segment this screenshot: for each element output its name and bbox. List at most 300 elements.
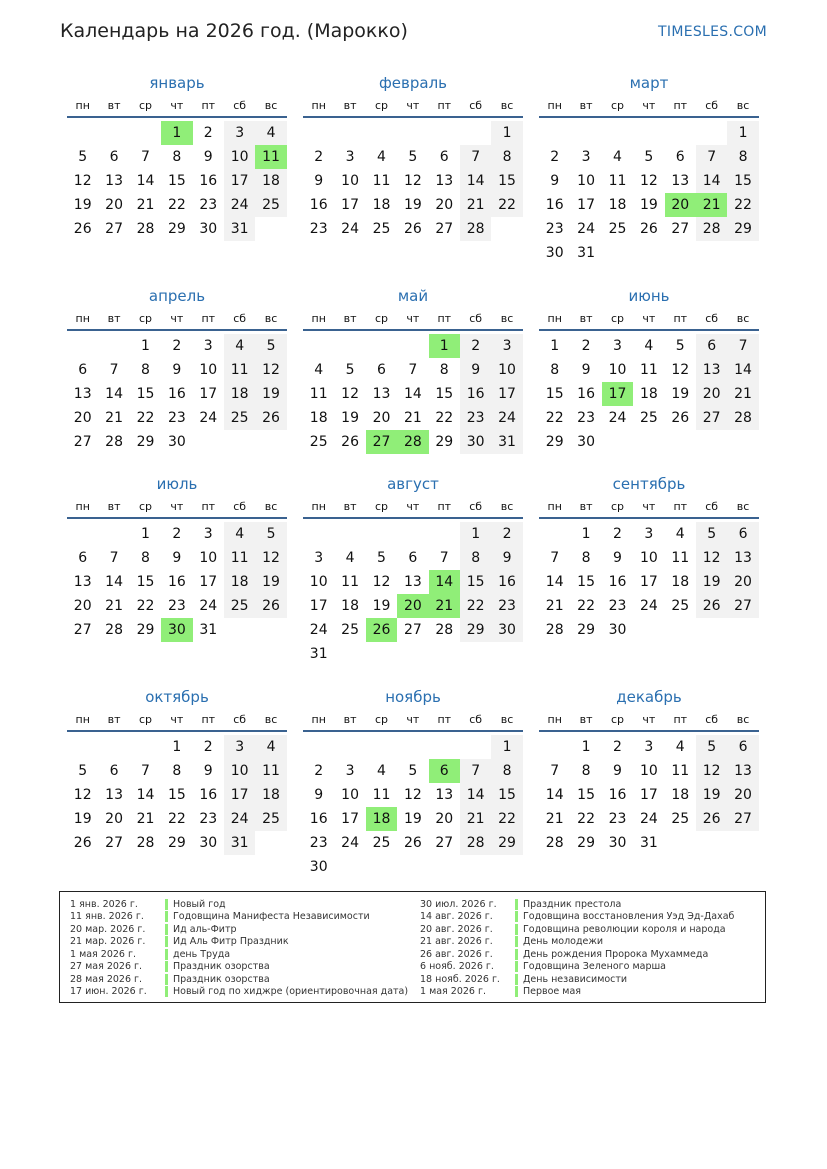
- day-cell: 9: [550, 173, 560, 189]
- legend-color-marker: [515, 936, 518, 947]
- legend-row: [420, 911, 734, 924]
- day-cell: 25: [341, 622, 359, 638]
- weekday-label: ср: [138, 99, 152, 112]
- weekday-header: [67, 710, 287, 732]
- legend-date: 27 мая 2026 г.: [70, 961, 143, 973]
- weekday-label: ср: [138, 713, 152, 726]
- legend-color-marker: [165, 911, 168, 922]
- weekend-day-cell: 3: [491, 334, 522, 358]
- legend-holiday-name: Новый год по хиджре (ориентировочная дата): [173, 986, 409, 998]
- day-cell: 12: [639, 173, 658, 189]
- legend-row: [70, 973, 408, 986]
- day-cell: 16: [608, 787, 627, 803]
- day-grid: [539, 522, 759, 642]
- weekday-label: вт: [579, 99, 593, 112]
- weekend-day-cell: 22: [491, 193, 522, 217]
- weekday-label: пн: [311, 713, 326, 726]
- day-cell: 2: [613, 526, 622, 542]
- day-grid: [67, 522, 287, 642]
- empty-cell: [429, 735, 460, 759]
- day-cell: 1: [581, 739, 591, 755]
- day-cell: 19: [73, 197, 92, 213]
- day-cell: 31: [639, 835, 658, 851]
- day-cell: 6: [675, 149, 685, 165]
- weekday-label: вт: [107, 312, 121, 325]
- day-cell: 17: [341, 811, 359, 827]
- legend-holiday-name: Ид аль-Фитр: [173, 923, 237, 935]
- month-name: сентябрь: [612, 475, 686, 493]
- day-cell: 10: [199, 550, 218, 566]
- day-cell: 13: [372, 386, 391, 402]
- legend-date: 6 нояб. 2026 г.: [420, 961, 494, 973]
- empty-cell: [67, 735, 98, 759]
- day-cell: 30: [545, 245, 564, 261]
- empty-cell: [366, 735, 397, 759]
- weekend-day-cell: 27: [727, 807, 758, 831]
- weekend-day-cell: 5: [255, 522, 286, 546]
- day-grid: [303, 522, 523, 666]
- day-cell: 10: [577, 173, 595, 189]
- weekday-label: ср: [138, 500, 152, 513]
- weekend-day-cell: 3: [224, 735, 255, 759]
- weekend-day-cell: 23: [491, 594, 522, 618]
- legend-color-marker: [165, 986, 168, 997]
- day-cell: 7: [109, 362, 119, 378]
- day-cell: 30: [199, 835, 218, 851]
- day-cell: 10: [639, 550, 658, 566]
- month-block: [539, 471, 759, 642]
- month-block: [303, 283, 523, 454]
- day-cell: 3: [644, 526, 654, 542]
- day-cell: 25: [372, 221, 391, 237]
- day-grid: [303, 334, 523, 454]
- day-cell: 25: [608, 221, 627, 237]
- empty-cell: [397, 334, 428, 358]
- legend-date: 21 мар. 2026 г.: [70, 936, 146, 948]
- holiday-legend: [59, 891, 766, 1003]
- weekend-day-cell: 24: [224, 807, 255, 831]
- weekday-label: сб: [233, 312, 247, 325]
- day-cell: 8: [141, 362, 150, 378]
- legend-date: 1 мая 2026 г.: [420, 986, 486, 998]
- day-cell: 29: [167, 835, 186, 851]
- holiday-day-cell: 1: [161, 121, 192, 145]
- empty-cell: [130, 735, 161, 759]
- day-cell: 3: [581, 149, 591, 165]
- legend-date: 21 авг. 2026 г.: [420, 936, 493, 948]
- day-cell: 21: [403, 410, 422, 426]
- month-block: [67, 283, 287, 454]
- weekend-day-cell: 8: [491, 145, 522, 169]
- weekend-day-cell: 7: [460, 145, 491, 169]
- empty-cell: [334, 334, 365, 358]
- day-cell: 3: [644, 739, 654, 755]
- weekend-day-cell: 29: [491, 831, 522, 855]
- day-cell: 2: [314, 149, 324, 165]
- day-cell: 12: [73, 173, 92, 189]
- day-grid: [303, 735, 523, 879]
- day-cell: 4: [377, 763, 386, 779]
- empty-cell: [303, 121, 334, 145]
- weekend-day-cell: 14: [696, 169, 727, 193]
- legend-row: [70, 986, 408, 999]
- day-cell: 7: [439, 550, 449, 566]
- day-cell: 4: [345, 550, 355, 566]
- weekend-day-cell: 28: [460, 217, 491, 241]
- day-cell: 19: [341, 410, 359, 426]
- day-cell: 22: [577, 598, 595, 614]
- day-cell: 19: [639, 197, 658, 213]
- weekend-day-cell: 20: [696, 382, 727, 406]
- day-cell: 2: [203, 125, 213, 141]
- weekday-label: сб: [705, 99, 719, 112]
- weekend-day-cell: 28: [727, 406, 758, 430]
- weekend-day-cell: 16: [491, 570, 522, 594]
- month-name: февраль: [378, 74, 448, 92]
- legend-holiday-name: Новый год: [173, 898, 226, 910]
- weekend-day-cell: 14: [460, 783, 491, 807]
- weekend-day-cell: 17: [224, 169, 255, 193]
- weekday-label: ср: [610, 500, 624, 513]
- day-cell: 24: [199, 410, 218, 426]
- weekend-day-cell: 7: [727, 334, 758, 358]
- day-cell: 23: [167, 410, 186, 426]
- month-block: [67, 684, 287, 855]
- legend-holiday-name: Праздник престола: [523, 898, 622, 910]
- legend-holiday-name: Годовщина революции короля и народа: [523, 923, 726, 935]
- weekday-label: чт: [642, 99, 656, 112]
- empty-cell: [397, 522, 428, 546]
- day-cell: 3: [203, 338, 213, 354]
- month-name: май: [397, 287, 429, 305]
- weekend-day-cell: 11: [224, 358, 255, 382]
- day-cell: 4: [675, 739, 685, 755]
- day-cell: 13: [403, 574, 422, 590]
- empty-cell: [539, 735, 570, 759]
- day-cell: 25: [372, 835, 391, 851]
- weekday-label: сб: [469, 312, 483, 325]
- day-grid: [67, 334, 287, 454]
- legend-color-marker: [515, 949, 518, 960]
- day-grid: [539, 121, 759, 265]
- weekday-label: чт: [170, 99, 184, 112]
- weekend-day-cell: 29: [727, 217, 758, 241]
- month-block: [303, 684, 523, 879]
- empty-cell: [366, 334, 397, 358]
- legend-row: [420, 973, 734, 986]
- day-cell: 14: [403, 386, 422, 402]
- holiday-day-cell: 27: [366, 430, 397, 454]
- month-name: апрель: [148, 287, 206, 305]
- weekday-label: пн: [75, 312, 90, 325]
- weekend-day-cell: 30: [491, 618, 522, 642]
- day-cell: 4: [314, 362, 324, 378]
- day-cell: 26: [671, 410, 690, 426]
- day-cell: 23: [167, 598, 186, 614]
- empty-cell: [303, 522, 334, 546]
- day-cell: 16: [545, 197, 564, 213]
- weekend-day-cell: 23: [460, 406, 491, 430]
- legend-date: 14 авг. 2026 г.: [420, 911, 493, 923]
- day-cell: 26: [639, 221, 658, 237]
- day-cell: 1: [141, 526, 150, 542]
- empty-cell: [366, 121, 397, 145]
- legend-date: 20 авг. 2026 г.: [420, 923, 493, 935]
- legend-holiday-name: Годовщина Манифеста Независимости: [173, 911, 370, 923]
- day-cell: 7: [408, 362, 418, 378]
- weekday-header: [67, 309, 287, 331]
- weekday-label: вт: [343, 99, 357, 112]
- legend-date: 20 мар. 2026 г.: [70, 923, 146, 935]
- weekend-day-cell: 19: [696, 783, 727, 807]
- day-cell: 30: [309, 859, 328, 875]
- legend-date: 26 авг. 2026 г.: [420, 948, 493, 960]
- weekend-day-cell: 1: [460, 522, 491, 546]
- day-cell: 15: [136, 574, 155, 590]
- weekend-day-cell: 9: [460, 358, 491, 382]
- day-cell: 7: [141, 149, 150, 165]
- month-block: [303, 471, 523, 666]
- day-cell: 30: [167, 434, 186, 450]
- empty-cell: [429, 522, 460, 546]
- empty-cell: [460, 735, 491, 759]
- day-cell: 6: [109, 149, 119, 165]
- day-cell: 21: [545, 811, 564, 827]
- day-cell: 28: [105, 434, 123, 450]
- day-cell: 13: [671, 173, 690, 189]
- day-cell: 9: [203, 763, 213, 779]
- day-cell: 8: [550, 362, 560, 378]
- day-cell: 10: [341, 787, 359, 803]
- weekday-header: [67, 96, 287, 118]
- weekend-day-cell: 26: [696, 594, 727, 618]
- day-cell: 5: [675, 338, 685, 354]
- day-cell: 6: [109, 763, 119, 779]
- weekend-day-cell: 19: [255, 382, 286, 406]
- empty-cell: [334, 522, 365, 546]
- weekend-day-cell: 6: [727, 735, 758, 759]
- day-cell: 18: [372, 197, 391, 213]
- weekday-label: ср: [610, 713, 624, 726]
- weekday-label: пт: [201, 713, 216, 726]
- day-cell: 17: [199, 574, 218, 590]
- weekend-day-cell: 7: [696, 145, 727, 169]
- day-cell: 16: [309, 811, 328, 827]
- day-cell: 22: [167, 197, 186, 213]
- weekend-day-cell: 21: [727, 382, 758, 406]
- weekend-day-cell: 1: [491, 121, 522, 145]
- month-name: октябрь: [145, 688, 209, 706]
- day-grid: [67, 735, 287, 855]
- day-cell: 24: [639, 811, 658, 827]
- day-cell: 31: [199, 622, 218, 638]
- empty-cell: [539, 121, 570, 145]
- day-cell: 12: [341, 386, 359, 402]
- day-cell: 13: [435, 173, 454, 189]
- day-cell: 5: [78, 763, 88, 779]
- day-cell: 12: [372, 574, 391, 590]
- day-cell: 23: [577, 410, 595, 426]
- day-cell: 2: [613, 739, 622, 755]
- weekday-label: сб: [233, 500, 247, 513]
- weekend-day-cell: 4: [224, 522, 255, 546]
- day-cell: 16: [608, 574, 627, 590]
- weekday-label: вт: [107, 99, 121, 112]
- holiday-day-cell: 20: [397, 594, 428, 618]
- day-cell: 17: [309, 598, 328, 614]
- weekend-day-cell: 12: [696, 546, 727, 570]
- weekday-label: пт: [673, 99, 688, 112]
- weekend-day-cell: 5: [255, 334, 286, 358]
- day-cell: 15: [577, 787, 595, 803]
- day-cell: 18: [608, 197, 627, 213]
- weekend-day-cell: 2: [460, 334, 491, 358]
- weekday-label: ср: [374, 713, 388, 726]
- day-cell: 23: [545, 221, 564, 237]
- weekday-label: вс: [736, 99, 750, 112]
- weekend-day-cell: 8: [727, 145, 758, 169]
- weekday-label: чт: [642, 312, 656, 325]
- weekend-day-cell: 13: [696, 358, 727, 382]
- legend-row: [70, 961, 408, 974]
- day-cell: 9: [172, 362, 182, 378]
- day-cell: 21: [105, 410, 123, 426]
- weekday-label: чт: [406, 500, 420, 513]
- day-cell: 28: [435, 622, 454, 638]
- holiday-day-cell: 30: [161, 618, 192, 642]
- legend-row: [420, 986, 734, 999]
- day-cell: 30: [608, 622, 627, 638]
- weekday-label: пн: [547, 312, 562, 325]
- day-cell: 19: [671, 386, 690, 402]
- day-cell: 22: [136, 410, 155, 426]
- weekend-day-cell: 31: [491, 430, 522, 454]
- day-cell: 19: [403, 811, 422, 827]
- weekday-label: сб: [233, 99, 247, 112]
- day-cell: 28: [105, 622, 123, 638]
- legend-row: [70, 923, 408, 936]
- legend-row: [70, 911, 408, 924]
- day-cell: 7: [550, 550, 560, 566]
- day-cell: 6: [439, 149, 449, 165]
- weekend-day-cell: 19: [696, 570, 727, 594]
- weekday-label: пн: [75, 99, 90, 112]
- day-cell: 13: [105, 173, 123, 189]
- day-cell: 12: [403, 787, 422, 803]
- weekend-day-cell: 22: [491, 807, 522, 831]
- weekend-day-cell: 13: [727, 546, 758, 570]
- day-cell: 16: [199, 173, 218, 189]
- weekday-label: вт: [343, 713, 357, 726]
- day-cell: 26: [403, 221, 422, 237]
- weekend-day-cell: 31: [224, 217, 255, 241]
- day-cell: 16: [167, 574, 186, 590]
- weekend-day-cell: 4: [224, 334, 255, 358]
- day-cell: 26: [73, 835, 92, 851]
- day-cell: 2: [581, 338, 591, 354]
- weekend-day-cell: 24: [491, 406, 522, 430]
- day-cell: 22: [545, 410, 564, 426]
- month-name: июль: [156, 475, 198, 493]
- day-cell: 29: [577, 622, 595, 638]
- day-cell: 14: [105, 574, 123, 590]
- weekday-label: пт: [201, 500, 216, 513]
- weekend-day-cell: 11: [224, 546, 255, 570]
- month-name: март: [629, 74, 669, 92]
- legend-date: 18 нояб. 2026 г.: [420, 973, 500, 985]
- day-cell: 19: [403, 197, 422, 213]
- weekday-label: вт: [107, 713, 121, 726]
- day-cell: 12: [671, 362, 690, 378]
- holiday-day-cell: 1: [429, 334, 460, 358]
- empty-cell: [366, 522, 397, 546]
- day-cell: 1: [172, 739, 182, 755]
- weekday-header: [539, 309, 759, 331]
- weekday-label: пн: [75, 500, 90, 513]
- day-cell: 9: [613, 763, 622, 779]
- day-cell: 29: [435, 434, 454, 450]
- weekday-label: сб: [469, 500, 483, 513]
- day-cell: 11: [372, 173, 391, 189]
- brand-logo[interactable]: TIMESLES.COM: [658, 24, 767, 40]
- month-name: август: [387, 475, 439, 493]
- legend-row: [70, 898, 408, 911]
- day-cell: 27: [403, 622, 422, 638]
- weekend-day-cell: 15: [727, 169, 758, 193]
- day-cell: 20: [372, 410, 391, 426]
- day-cell: 23: [199, 811, 218, 827]
- month-block: [303, 70, 523, 241]
- weekday-header: [67, 497, 287, 519]
- legend-holiday-name: День независимости: [523, 973, 628, 985]
- legend-holiday-name: День молодежи: [523, 936, 604, 948]
- day-cell: 26: [73, 221, 92, 237]
- weekday-label: сб: [469, 99, 483, 112]
- day-cell: 14: [105, 386, 123, 402]
- weekend-day-cell: 4: [255, 735, 286, 759]
- day-cell: 24: [608, 410, 627, 426]
- day-cell: 27: [671, 221, 690, 237]
- holiday-day-cell: 11: [255, 145, 286, 169]
- day-cell: 5: [345, 362, 355, 378]
- weekend-day-cell: 10: [491, 358, 522, 382]
- weekday-label: пн: [311, 99, 326, 112]
- day-cell: 8: [581, 550, 591, 566]
- month-block: [67, 471, 287, 642]
- weekday-label: чт: [406, 312, 420, 325]
- day-cell: 18: [671, 574, 690, 590]
- day-cell: 25: [671, 811, 690, 827]
- weekday-label: вт: [107, 500, 121, 513]
- legend-color-marker: [515, 924, 518, 935]
- empty-cell: [334, 121, 365, 145]
- day-cell: 1: [550, 338, 560, 354]
- weekday-label: вс: [736, 500, 750, 513]
- empty-cell: [460, 121, 491, 145]
- weekend-day-cell: 11: [255, 759, 286, 783]
- day-cell: 28: [136, 221, 155, 237]
- empty-cell: [665, 121, 696, 145]
- day-cell: 7: [550, 763, 560, 779]
- weekday-header: [303, 497, 523, 519]
- weekday-label: ср: [374, 99, 388, 112]
- weekday-label: ср: [374, 312, 388, 325]
- day-cell: 18: [341, 598, 359, 614]
- weekday-label: вс: [736, 312, 750, 325]
- day-cell: 21: [105, 598, 123, 614]
- holiday-day-cell: 14: [429, 570, 460, 594]
- holiday-day-cell: 20: [665, 193, 696, 217]
